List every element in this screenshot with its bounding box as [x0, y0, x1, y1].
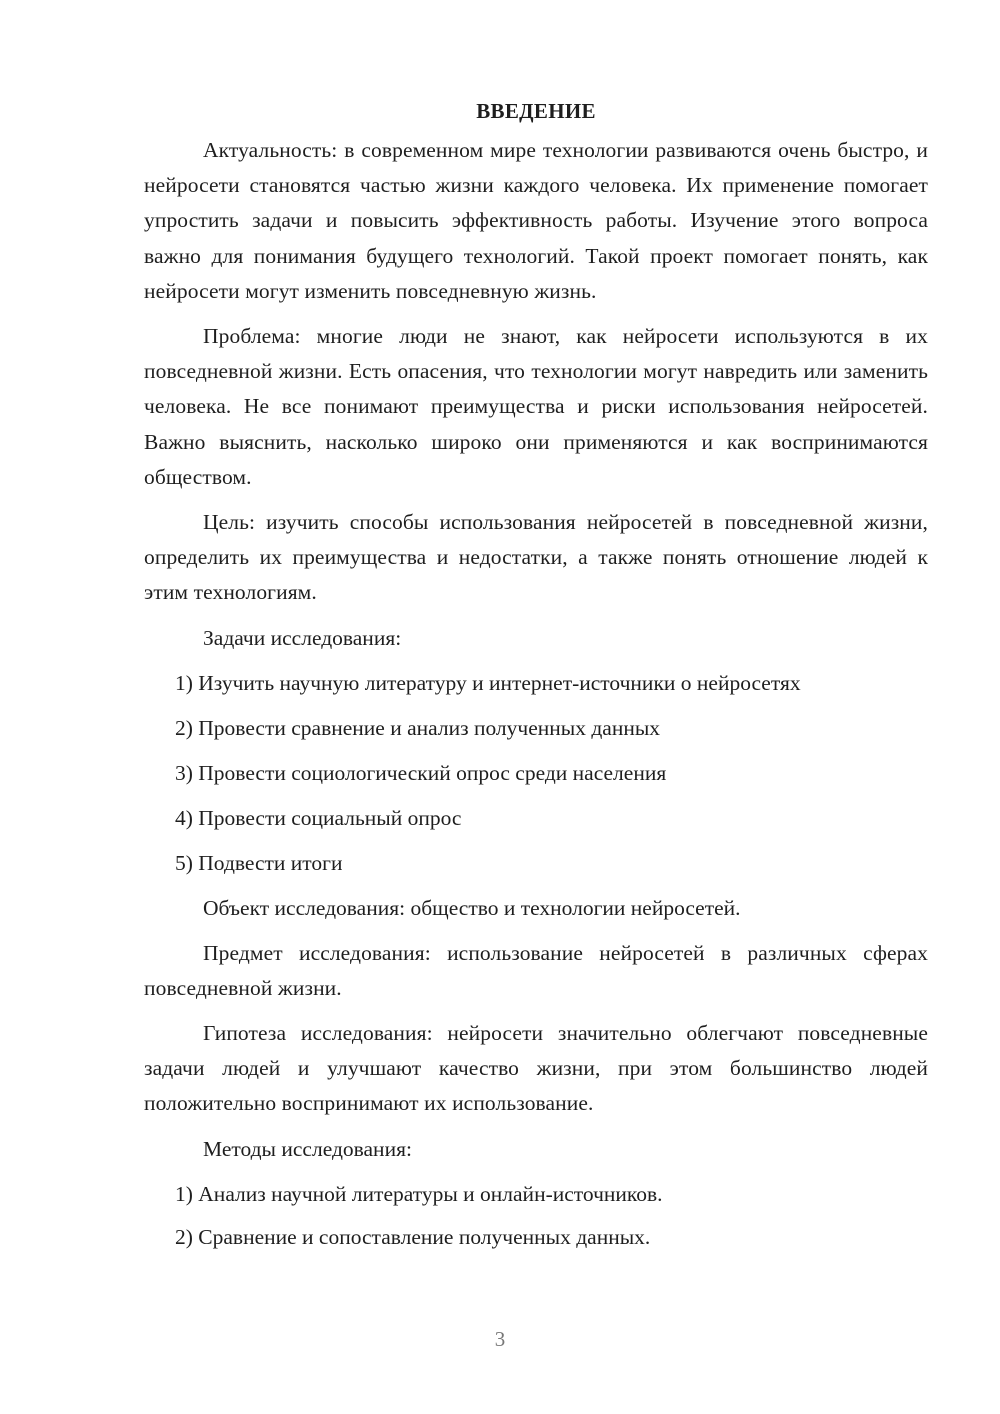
methods-label: Методы исследования:	[203, 1136, 412, 1161]
list-item: 2) Сравнение и сопоставление полученных данных.	[175, 1224, 651, 1249]
list-item: 4) Провести социальный опрос	[175, 805, 462, 830]
list-item: 5) Подвести итоги	[175, 850, 343, 875]
tasks-label: Задачи исследования:	[203, 625, 402, 650]
list-item: 2) Провести сравнение и анализ полученных данных	[175, 715, 661, 740]
relevance-paragraph: Актуальность: в современном мире технологии развиваются очень быстро, и нейросети становятся частью жизни каждого человека. Их применение помогает упростить задачи и повысить эффективность работы. Изучение этого вопроса важно для понимания будущего технологий. Такой проект помогает понять, как нейросети могут изменить повседневную жизнь.	[144, 138, 928, 303]
page-number: 3	[494, 1327, 506, 1351]
document-page	[144, 94, 928, 1265]
problem-paragraph: Проблема: многие люди не знают, как нейросети используются в их повседневной жизни. Есть опасения, что технологии могут навредить или заменить человека. Не все понимают преимущества и риски использования нейросетей. Важно выяснить, насколько широко они применяются и как воспринимаются обществом.	[144, 324, 928, 489]
section-heading: ВВЕДЕНИЕ	[476, 99, 596, 123]
goal-paragraph: Цель: изучить способы использования нейросетей в повседневной жизни, определить их преимущества и недостатки, а также понять отношение людей к этим технологиям.	[144, 510, 928, 605]
list-item: 1) Анализ научной литературы и онлайн-источников.	[175, 1181, 663, 1206]
hypothesis-paragraph: Гипотеза исследования: нейросети значительно облегчают повседневные задачи людей и улучшают качество жизни, при этом большинство людей положительно воспринимают их использование.	[144, 1021, 928, 1116]
subject-paragraph: Предмет исследования: использование нейросетей в различных сферах повседневной жизни.	[144, 940, 928, 1000]
list-item: 3) Провести социологический опрос среди населения	[175, 760, 667, 785]
methods-list	[144, 1177, 928, 1255]
tasks-list	[144, 666, 928, 881]
list-item: 1) Изучить научную литературу и интернет-источники о нейросетях	[175, 670, 801, 695]
object-paragraph: Объект исследования: общество и технологии нейросетей.	[203, 895, 741, 920]
